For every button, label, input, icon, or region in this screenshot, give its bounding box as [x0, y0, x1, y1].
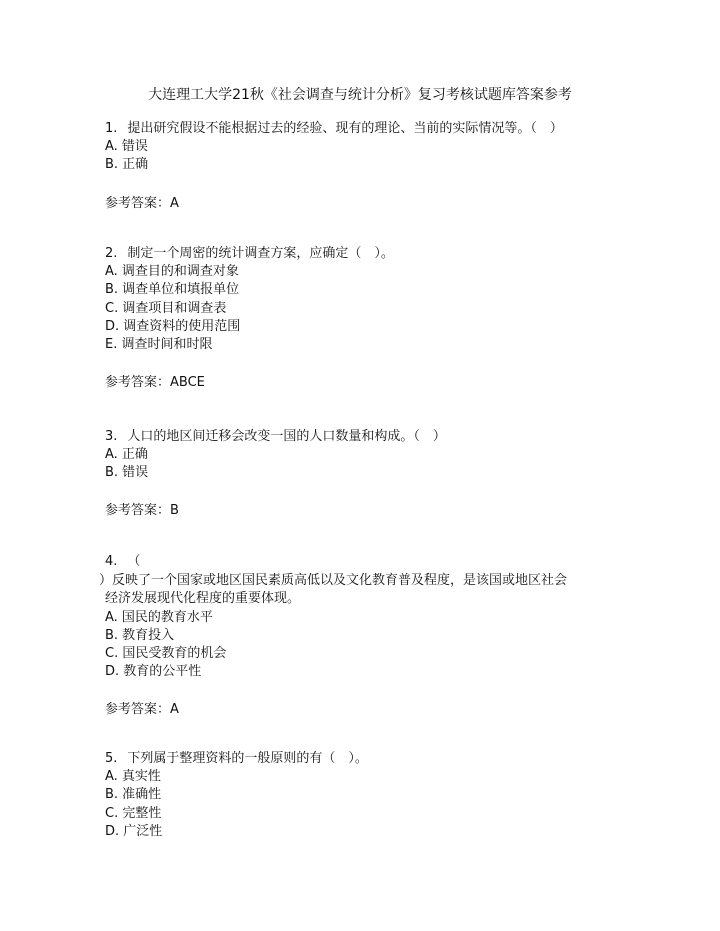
answer-label: 参考答案：	[105, 196, 171, 211]
question-stem	[105, 750, 625, 768]
option-d: D. 教育的公平性	[105, 664, 202, 680]
reference-answer	[105, 374, 205, 392]
question-number: 5.	[105, 751, 118, 766]
question-stem	[99, 553, 625, 609]
answer-value: A	[170, 702, 179, 717]
question-text: 下列属于整理资料的一般原则的有（ ）。	[127, 751, 368, 766]
option-c: C. 国民受教育的机会	[105, 646, 227, 662]
question-number: 3.	[105, 429, 118, 444]
answer-value: ABCE	[170, 375, 205, 390]
question-stem-line-3: 经济发展现代化程度的重要体现。	[105, 591, 301, 606]
option-b: B. 正确	[105, 157, 149, 173]
question-stem	[105, 245, 625, 263]
option-c: C. 完整性	[105, 805, 162, 821]
question-text: 人口的地区间迁移会改变一国的人口数量和构成。（ ）	[127, 429, 446, 444]
answer-value: B	[170, 503, 179, 518]
question-stem-line-1	[105, 553, 625, 572]
question-text-open: （	[127, 554, 141, 569]
question-3	[105, 428, 625, 518]
reference-answer	[105, 195, 179, 213]
option-d: D. 调查资料的使用范围	[105, 318, 241, 334]
question-number: 1.	[105, 121, 118, 136]
option-list	[105, 138, 625, 175]
question-5	[105, 750, 625, 841]
answer-label: 参考答案：	[105, 702, 171, 717]
option-b: B. 准确性	[105, 787, 162, 803]
option-a: A. 国民的教育水平	[105, 609, 213, 625]
question-2	[105, 245, 625, 390]
question-number: 4.	[105, 554, 118, 569]
option-c: C. 调查项目和调查表	[105, 300, 227, 316]
option-list	[105, 768, 625, 841]
option-a: A. 调查目的和调查对象	[105, 264, 239, 279]
option-a: A. 正确	[105, 447, 148, 462]
answer-label: 参考答案：	[105, 375, 171, 390]
question-text: 制定一个周密的统计调查方案，应确定（ ）。	[127, 246, 394, 261]
option-b: B. 教育投入	[105, 627, 175, 643]
option-list	[105, 263, 625, 354]
option-a: A. 错误	[105, 139, 148, 154]
question-stem-line-2: ）反映了一个国家或地区国民素质高低以及文化教育普及程度，是该国或地区社会	[99, 572, 568, 588]
question-4	[99, 553, 625, 717]
question-stem	[105, 428, 625, 446]
option-a: A. 真实性	[105, 769, 161, 784]
question-stem	[105, 120, 625, 138]
option-list	[105, 446, 625, 483]
option-b: B. 错误	[105, 465, 149, 481]
option-b: B. 调查单位和填报单位	[105, 282, 240, 298]
answer-value: A	[170, 196, 179, 211]
question-text: 提出研究假设不能根据过去的经验、现有的理论、当前的实际情况等。（ ）	[127, 121, 563, 136]
document-title: 大连理工大学21秋《社会调查与统计分析》复习考核试题库答案参考	[148, 87, 572, 103]
reference-answer	[105, 701, 179, 719]
option-d: D. 广泛性	[105, 823, 163, 839]
answer-label: 参考答案：	[105, 503, 171, 518]
reference-answer	[105, 502, 179, 520]
question-1	[105, 120, 625, 211]
question-number: 2.	[105, 246, 118, 261]
option-e: E. 调查时间和时限	[105, 337, 213, 353]
option-list	[105, 609, 625, 682]
